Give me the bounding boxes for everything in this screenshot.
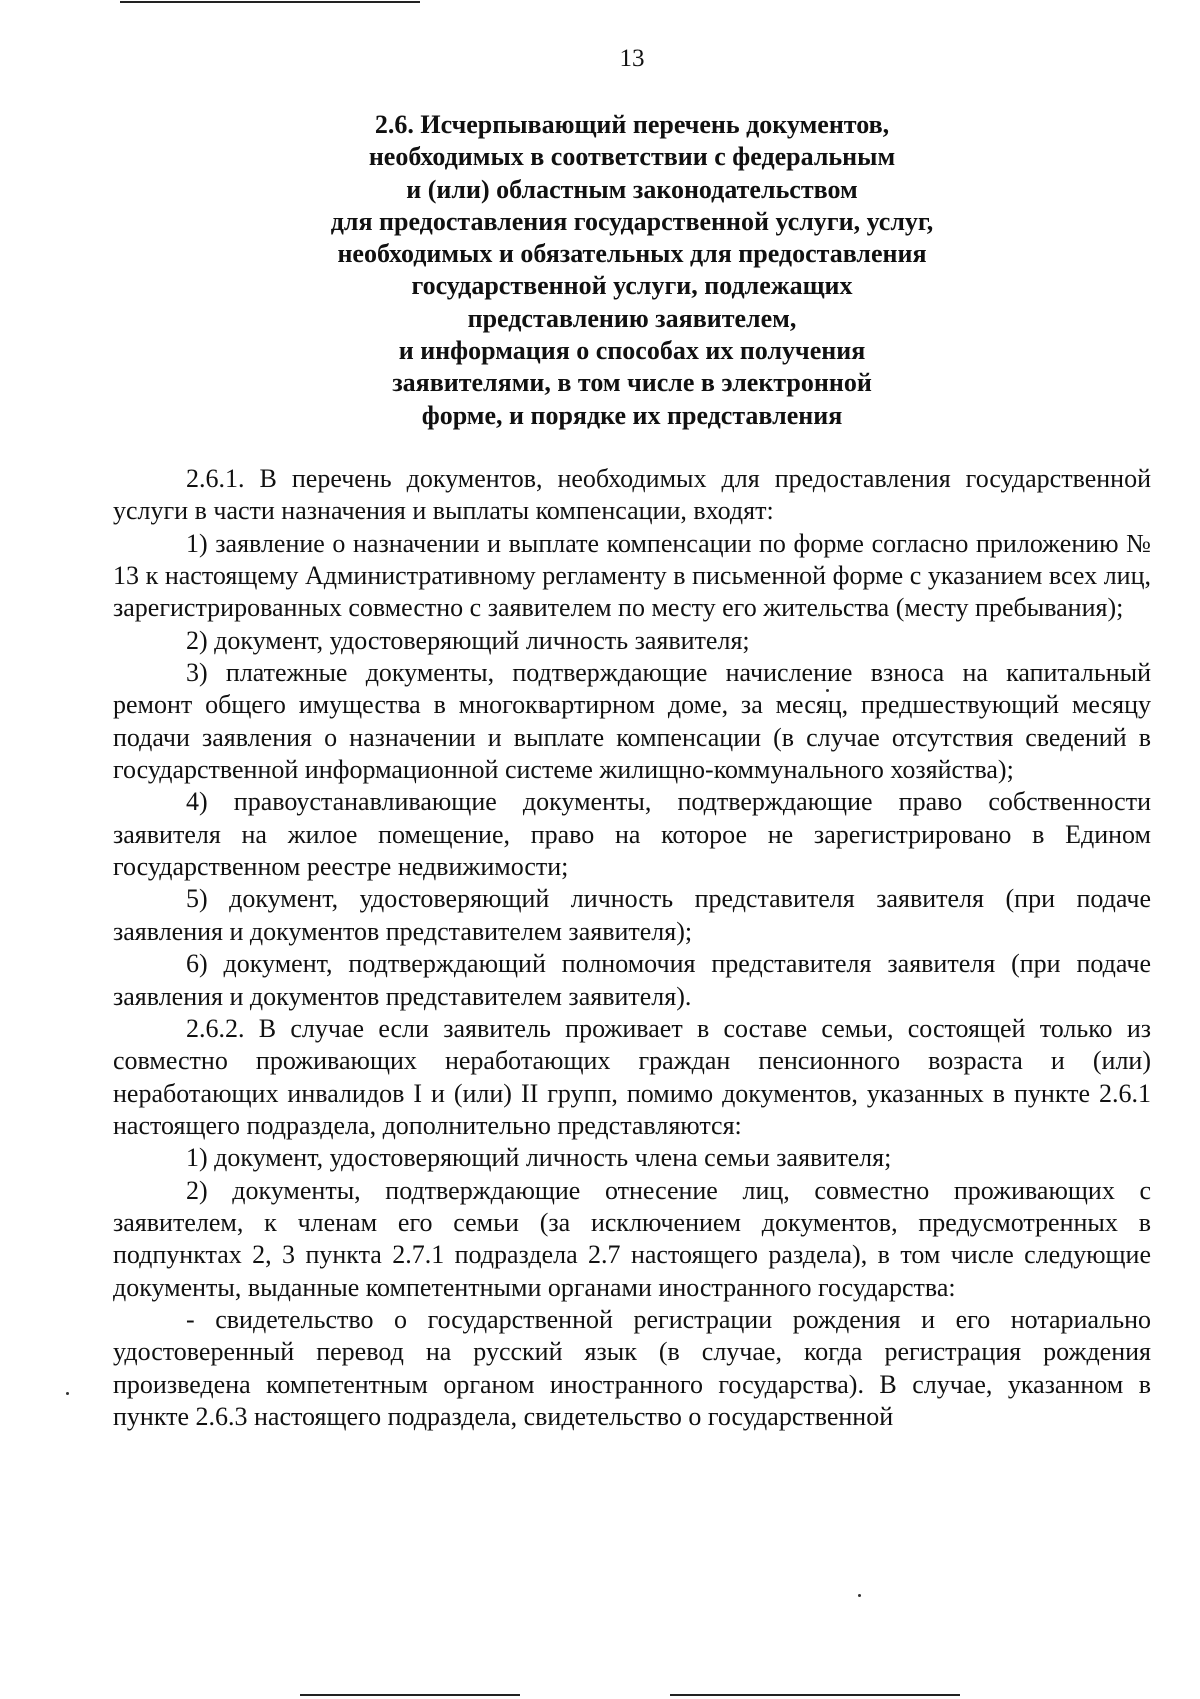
list-item: 6) документ, подтверждающий полномочия представителя заявителя (при подаче заявления и документов представителем заявителя). — [113, 949, 1151, 1011]
scan-artifact-bottom-left — [300, 1694, 520, 1696]
heading-line: и информация о способах их получения — [398, 336, 866, 366]
paragraph-2-6-1: 2.6.1. В перечень документов, необходимых для предоставления государственной услуги в части назначения и выплаты компенсации, входят: — [113, 464, 1151, 526]
paragraph-2-6-2: 2.6.2. В случае если заявитель проживает в составе семьи, состоящей только из совместно проживающих неработающих граждан пенсионного возраста и (или) неработающих инвалидов I и (или) II групп, помимо документов, указанных в пункте 2.6.1 настоящего подраздела, дополнительно представляются: — [113, 1013, 1151, 1140]
list-item: 1) документ, удостоверяющий личность члена семьи заявителя; — [186, 1143, 892, 1173]
document-body — [113, 463, 1151, 1433]
list-item: 1) заявление о назначении и выплате компенсации по форме согласно приложению № 13 к настоящему Административному регламенту в письменной форме с указанием всех лиц, зарегистрированных совместно с заявителем по месту его жительства (месту пребывания); — [113, 528, 1151, 623]
scan-artifact-top — [120, 1, 420, 3]
list-item: - свидетельство о государственной регистрации рождения и его нотариально удостоверенный перевод на русский язык (в случае, когда регистрация рождения произведена компетентным органом иностранного государства). В случае, указанном в пункте 2.6.3 настоящего подраздела, свидетельство о государственной — [113, 1304, 1151, 1431]
heading-line: форме, и порядке их представления — [421, 400, 843, 430]
page-number: 13 — [619, 45, 645, 72]
list-item: 3) платежные документы, подтверждающие начисление взноса на капитальный ремонт общего имущества в многоквартирном доме, за месяц, предшествующий месяцу подачи заявления о назначении и выплате компенсации (в случае отсутствия сведений в государственной информационной системе жилищно-коммунального хозяйства); — [113, 658, 1151, 785]
heading-line: необходимых и обязательных для предоставления — [337, 239, 927, 269]
heading-line: заявителями, в том числе в электронной — [392, 368, 872, 398]
list-item: 2) документ, удостоверяющий личность заявителя; — [186, 625, 750, 655]
scan-artifact-bottom-right — [670, 1694, 960, 1696]
heading-line: 2.6. Исчерпывающий перечень документов, — [374, 110, 890, 139]
heading-line: и (или) областным законодательством — [406, 174, 858, 204]
list-item: 5) документ, удостоверяющий личность представителя заявителя (при подаче заявления и документов представителем заявителя); — [113, 884, 1151, 946]
heading-line: представлению заявителем, — [467, 303, 797, 333]
scan-speck — [66, 1392, 69, 1395]
list-item: 4) правоустанавливающие документы, подтверждающие право собственности заявителя на жилое помещение, право на которое не зарегистрировано в Едином государственном реестре недвижимости; — [113, 787, 1151, 882]
section-heading — [113, 109, 1151, 432]
scan-speck — [858, 1594, 861, 1597]
heading-line: государственной услуги, подлежащих — [411, 271, 853, 301]
heading-line: для предоставления государственной услуги, услуг, — [330, 206, 934, 236]
heading-line: необходимых в соответствии с федеральным — [368, 142, 896, 172]
list-item: 2) документы, подтверждающие отнесение лиц, совместно проживающих с заявителем, к членам его семьи (за исключением документов, предусмотренных в подпунктах 2, 3 пункта 2.7.1 подраздела 2.7 настоящего раздела), в том числе следующие документы, выданные компетентными органами иностранного государства: — [113, 1175, 1151, 1302]
